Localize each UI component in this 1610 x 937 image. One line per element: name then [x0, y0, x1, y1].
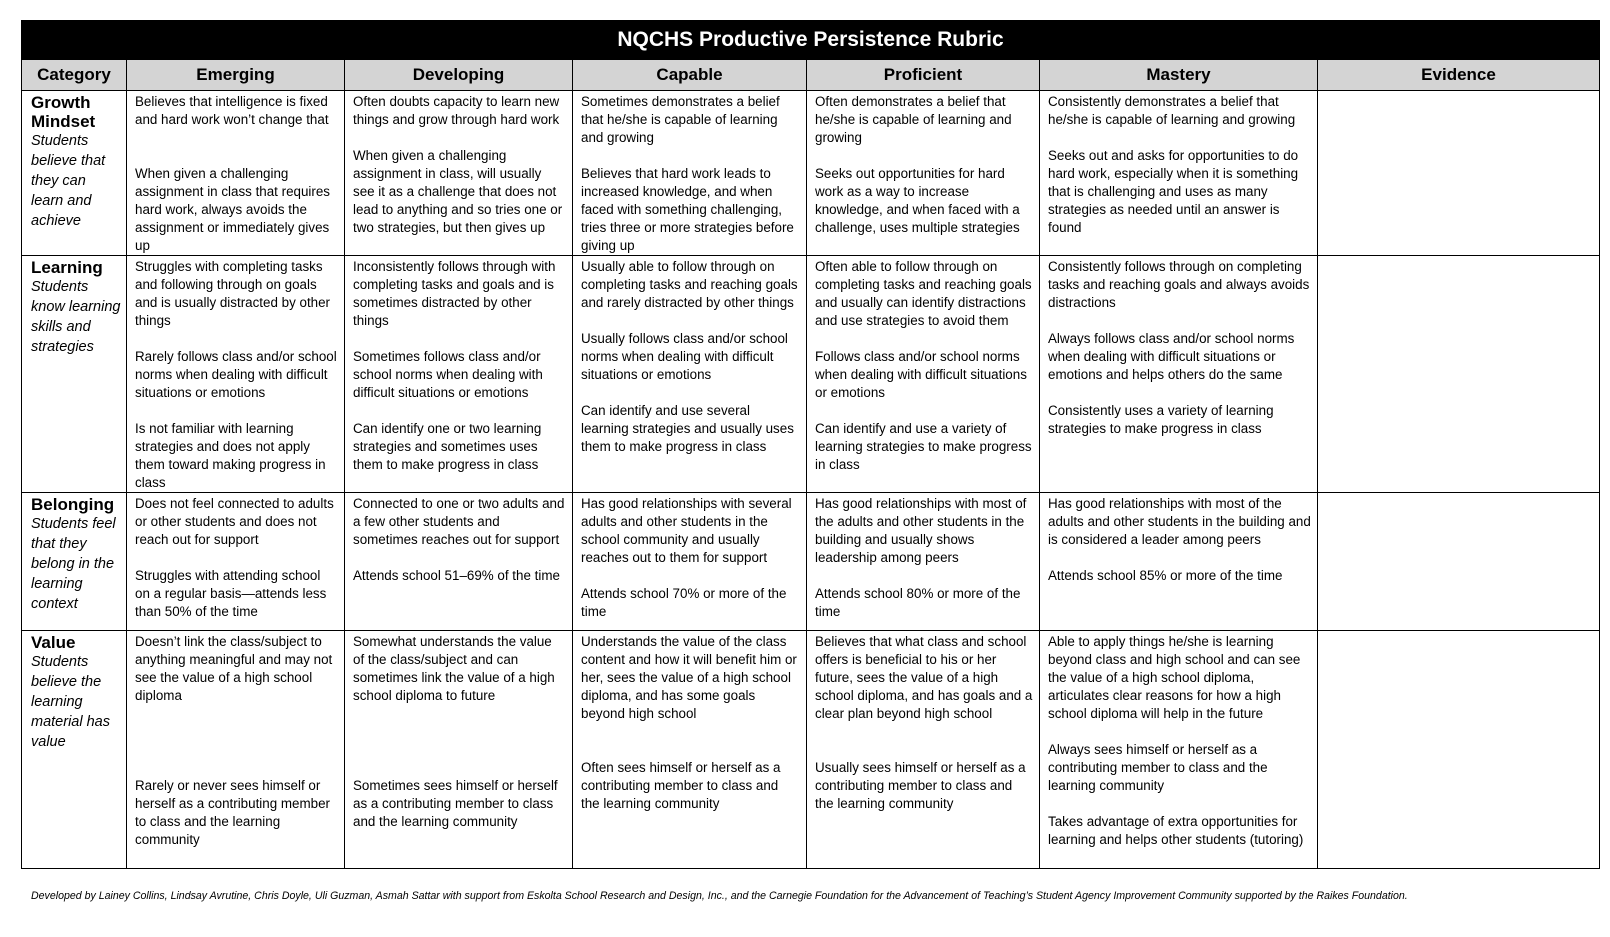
capable-text: Sometimes demonstrates a belief that he/she is capable of learning and growing Believes that hard work leads to increased knowledge, and when faced with something challenging, tries three or more strategies before giving up [581, 94, 794, 253]
developing-cell [345, 91, 573, 256]
emerging-text: Believes that intelligence is fixed and hard work won’t change that When given a challenging assignment in class that requires hard work, always avoids the assignment or immediately gives up [135, 94, 331, 253]
evidence-cell[interactable] [1318, 631, 1600, 869]
emerging-text: Does not feel connected to adults or other students and does not reach out for support Struggles with attending school on a regular basis—attends less than 50% of the time [135, 496, 334, 619]
evidence-cell[interactable] [1318, 91, 1600, 256]
category-description: Students believe the learning material has value [31, 654, 110, 750]
category-name: Learning [31, 258, 103, 277]
proficient-text: Often able to follow through on completing tasks and reaching goals and usually can identify distractions and use strategies to avoid them Follows class and/or school norms when dealing with difficult situations or emotions Can identify and use a variety of learning strategies to make progress in class [815, 259, 1032, 472]
category-cell [22, 91, 127, 256]
proficient-cell [807, 493, 1040, 631]
mastery-text: Consistently demonstrates a belief that he/she is capable of learning and growing Seeks out and asks for opportunities to do hard work, especially when it is something that is challenging and uses as many strategies as needed until an answer is found [1048, 94, 1299, 235]
mastery-text: Has good relationships with most of the adults and other students in the building and is considered a leader among peers Attends school 85% or more of the time [1048, 496, 1311, 583]
emerging-cell [127, 631, 345, 869]
category-description: Students feel that they belong in the learning context [31, 516, 116, 612]
emerging-cell [127, 256, 345, 493]
rubric-table [21, 20, 1600, 869]
mastery-cell [1040, 631, 1318, 869]
emerging-text: Doesn’t link the class/subject to anything meaningful and may not see the value of a high school diploma Rarely or never sees himself or herself as a contributing member to class and the learning community [135, 634, 333, 847]
capable-cell [573, 631, 807, 869]
proficient-text: Believes that what class and school offers is beneficial to his or her future, sees the value of a high school diploma, and has goals and a clear plan beyond high school Usually sees himself or herself as a contributing member to class and the learning community [815, 634, 1033, 811]
category-name: Growth Mindset [31, 93, 96, 131]
proficient-cell [807, 91, 1040, 256]
capable-text: Usually able to follow through on completing tasks and reaching goals and rarely distracted by other things Usually follows class and/or school norms when dealing with difficult situations or emotions Can identify and use several learning strategies and usually uses them to make progress in class [581, 259, 798, 454]
category-name: Value [31, 633, 76, 652]
capable-text: Understands the value of the class content and how it will benefit him or her, sees the value of a high school diploma, and has some goals beyond high school Often sees himself or herself as a contributing member to class and the learning community [581, 634, 797, 811]
developing-text: Inconsistently follows through with completing tasks and goals and is sometimes distracted by other things Sometimes follows class and/or school norms when dealing with difficult situations or emotions Can identify one or two learning strategies and sometimes uses them to make progress in class [353, 259, 556, 472]
developing-cell [345, 256, 573, 493]
mastery-text: Consistently follows through on completing tasks and reaching goals and always avoids distractions Always follows class and/or school norms when dealing with difficult situations or emotions and helps others do the same Consistently uses a variety of learning strategies to make progress in class [1048, 259, 1310, 436]
developing-text: Somewhat understands the value of the class/subject and can sometimes link the value of a high school diploma to future Sometimes sees himself or herself as a contributing member to class and the learning community [353, 634, 558, 829]
category-cell [22, 256, 127, 493]
proficient-cell [807, 631, 1040, 869]
header-category: Category [22, 60, 127, 91]
mastery-text: Able to apply things he/she is learning beyond class and high school and can see the value of a high school diploma, articulates clear reasons for how a high school diploma will help in the future Always sees himself or herself as a contributing member to class and the learning community Takes advantage of extra opportunities for learning and helps other students (tutoring) [1048, 634, 1304, 847]
header-evidence: Evidence [1318, 60, 1600, 91]
footer-credits: Developed by Lainey Collins, Lindsay Avrutine, Chris Doyle, Uli Guzman, Asmah Sattar with support from Eskolta School Research and Design, Inc., and the Carnegie Foundation for the Advancement of Teaching’s Student Agency Improvement Community supported by the Raikes Foundation. [31, 890, 1408, 902]
row-growth-mindset [22, 91, 1600, 256]
category-name: Belonging [31, 495, 115, 514]
mastery-cell [1040, 493, 1318, 631]
emerging-cell [127, 493, 345, 631]
rubric-title: NQCHS Productive Persistence Rubric [22, 21, 1600, 60]
header-proficient: Proficient [807, 60, 1040, 91]
developing-cell [345, 631, 573, 869]
category-cell [22, 631, 127, 869]
proficient-text: Often demonstrates a belief that he/she is capable of learning and growing Seeks out opportunities for hard work as a way to increase knowledge, and when faced with a challenge, uses multiple strategies [815, 94, 1020, 235]
capable-cell [573, 256, 807, 493]
row-belonging [22, 493, 1600, 631]
header-mastery: Mastery [1040, 60, 1318, 91]
capable-text: Has good relationships with several adults and other students in the school community and usually reaches out to them for support Attends school 70% or more of the time [581, 496, 792, 619]
evidence-cell[interactable] [1318, 256, 1600, 493]
category-cell [22, 493, 127, 631]
proficient-text: Has good relationships with most of the adults and other students in the building and usually shows leadership among peers Attends school 80% or more of the time [815, 496, 1027, 619]
capable-cell [573, 493, 807, 631]
emerging-text: Struggles with completing tasks and following through on goals and is usually distracted by other things Rarely follows class and/or school norms when dealing with difficult situations or emotions Is not familiar with learning strategies and does not apply them toward making progress in class [135, 259, 337, 490]
evidence-cell[interactable] [1318, 493, 1600, 631]
emerging-cell [127, 91, 345, 256]
developing-text: Connected to one or two adults and a few other students and sometimes reaches out for support Attends school 51–69% of the time [353, 496, 565, 583]
header-developing: Developing [345, 60, 573, 91]
developing-cell [345, 493, 573, 631]
category-description: Students know learning skills and strategies [31, 279, 121, 355]
capable-cell [573, 91, 807, 256]
header-capable: Capable [573, 60, 807, 91]
developing-text: Often doubts capacity to learn new things and grow through hard work When given a challenging assignment in class, will usually see it as a challenge that does not lead to anything and so tries one or two strategies, but then gives up [353, 94, 563, 235]
header-emerging: Emerging [127, 60, 345, 91]
category-description: Students believe that they can learn and achieve [31, 133, 106, 229]
proficient-cell [807, 256, 1040, 493]
row-learning [22, 256, 1600, 493]
mastery-cell [1040, 256, 1318, 493]
row-value [22, 631, 1600, 869]
mastery-cell [1040, 91, 1318, 256]
title-row [22, 21, 1600, 60]
header-row [22, 60, 1600, 91]
